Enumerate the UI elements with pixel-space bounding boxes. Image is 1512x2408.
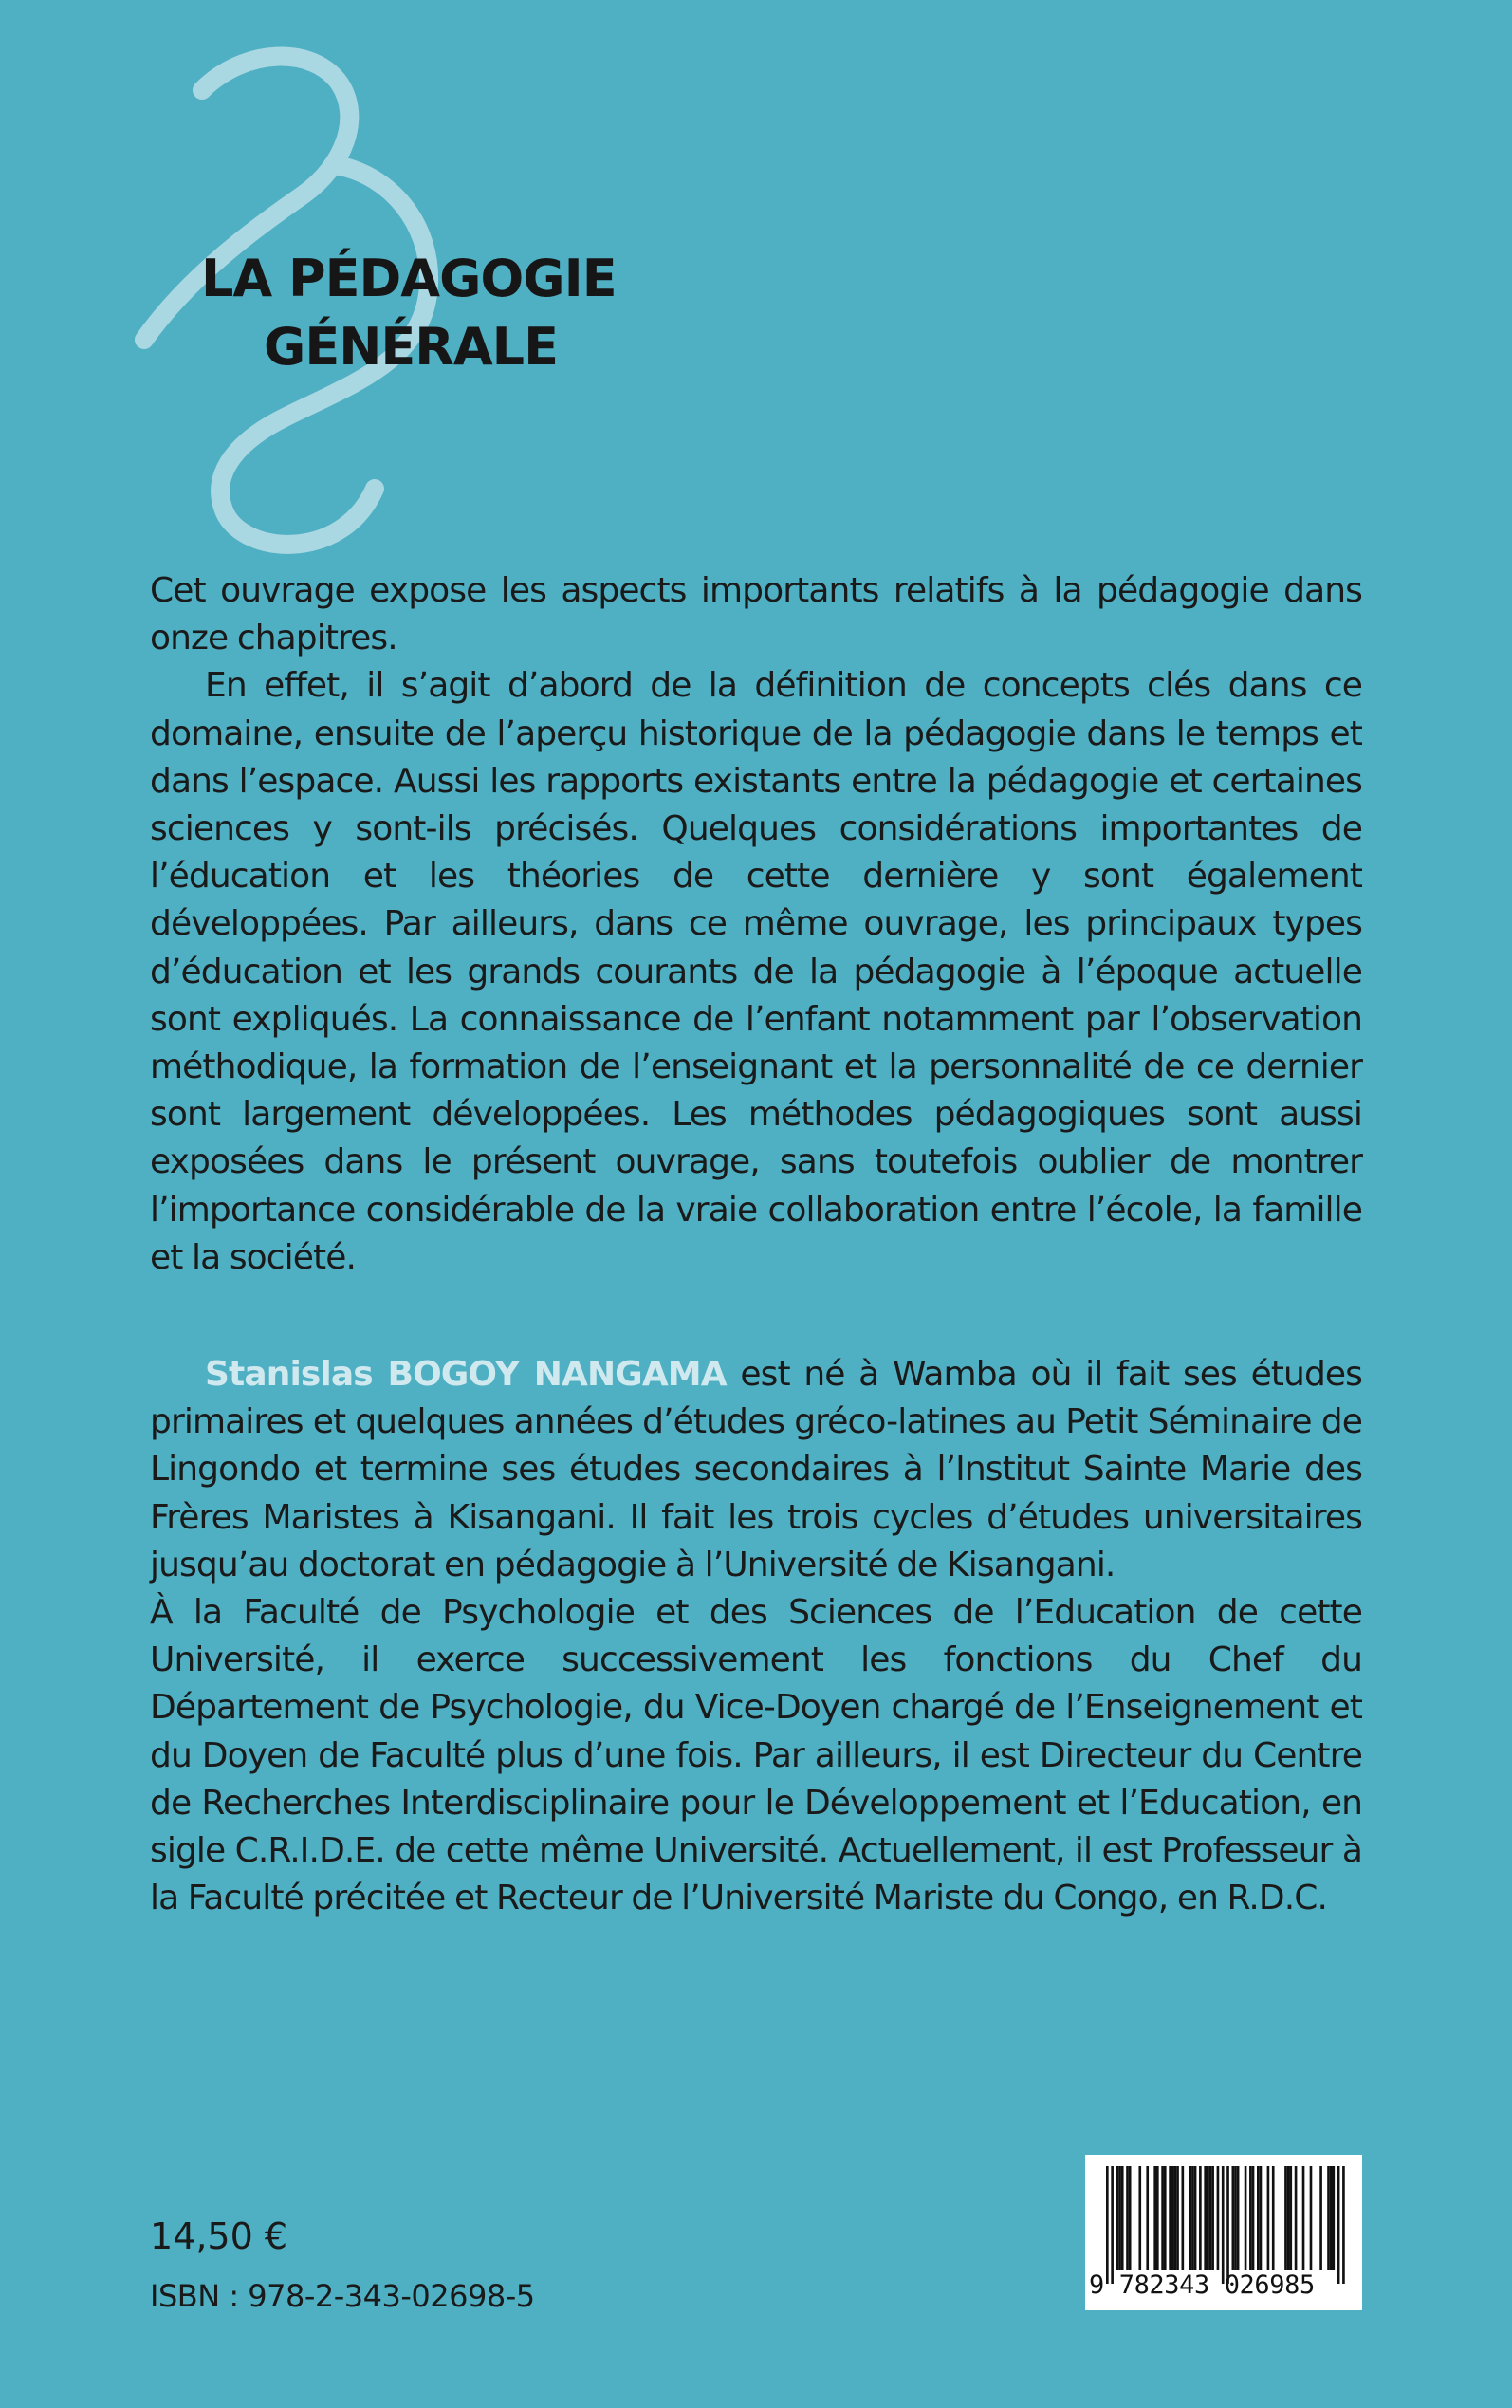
barcode-bar <box>1126 2166 1129 2270</box>
barcode-bar <box>1260 2166 1263 2270</box>
barcode-bar <box>1199 2166 1202 2270</box>
barcode-bar <box>1211 2166 1214 2270</box>
barcode <box>1085 2155 1362 2310</box>
barcode-bar <box>1182 2166 1185 2270</box>
barcode-bar <box>1194 2166 1197 2270</box>
barcode-bar <box>1302 2166 1305 2270</box>
barcode-bar <box>1295 2166 1298 2270</box>
barcode-bar <box>1222 2166 1225 2284</box>
barcode-bar <box>1207 2166 1209 2270</box>
barcode-bar <box>1174 2166 1177 2270</box>
barcode-bar <box>1209 2166 1212 2270</box>
barcode-bar <box>1267 2166 1270 2270</box>
barcode-bar <box>1116 2166 1119 2270</box>
barcode-bar <box>1310 2166 1313 2270</box>
barcode-bar <box>1164 2166 1167 2270</box>
bio-paragraph-2: À la Faculté de Psychologie et des Sciences de l’Education de cette Université, il exerce successivement les fonctions du Chef du Département de Psychologie, du Vice-Doyen chargé de l’Enseignement et du Doyen de Faculté plus d’une fois. Par ailleurs, il est Directeur du Centre de Recherches Interdisciplinaire pour le Développement et l’Education, en sigle C.R.I.D.E. de cette même Université. Actuellement, il est Professeur à la Faculté précitée et Recteur de l’Université Mariste du Congo, en R.D.C. <box>150 1593 1362 1918</box>
barcode-bar <box>1237 2166 1240 2270</box>
summary-paragraph-2: En effet, il s’agit d’abord de la définition de concepts clés dans ce domaine, ensuite de l’aperçu historique de la pédagogie dans le temps et dans l’espace. Aussi les rapports existants entre la pédagogie et certaines sciences y sont-ils précisés. Quelques considérations importantes de l’éducation et les théories de cette dernière y sont également développées. Par ailleurs, dans ce même ouvrage, les principaux types d’éducation et les grands courants de la pédagogie à l’époque actuelle sont expliqués. La connaissance de l’enfant notamment par l’observation méthodique, la formation de l’enseignant et la personnalité de ce dernier sont largement développées. Les méthodes pédagogiques sont aussi exposées dans le présent ouvrage, sans toutefois oublier de montrer l’importance considérable de la vraie collaboration entre l’école, la famille et la société. <box>150 666 1362 1277</box>
barcode-bar <box>1342 2166 1345 2284</box>
barcode-bar <box>1337 2166 1340 2284</box>
barcode-bar <box>1327 2166 1330 2270</box>
barcode-bar <box>1287 2166 1290 2270</box>
barcode-bar <box>1272 2166 1275 2270</box>
barcode-bar <box>1129 2166 1132 2270</box>
barcode-bar <box>1121 2166 1124 2270</box>
book-title <box>152 245 645 381</box>
barcode-bar <box>1176 2166 1179 2270</box>
barcode-bar <box>1146 2166 1149 2270</box>
barcode-bar <box>1156 2166 1159 2270</box>
barcode-bar <box>1204 2166 1207 2270</box>
barcode-bar <box>1153 2166 1156 2270</box>
barcode-bar <box>1191 2166 1194 2270</box>
price: 14,50 € <box>150 2215 288 2257</box>
barcode-bar <box>1232 2166 1235 2270</box>
bio-paragraph-1-text: est né à Wamba où il fait ses études primaires et quelques années d’études gréco-latines au Petit Séminaire de Lingondo et termine ses études secondaires à l’Institut Sainte Marie des Frères Maristes à Kisangani. Il fait les trois cycles d’études universitaires jusqu’au doctorat en pédagogie à l’Université de Kisangani. <box>150 1355 1362 1584</box>
barcode-bar <box>1171 2166 1174 2270</box>
title-line-2: GÉNÉRALE <box>264 317 558 377</box>
summary-paragraph-1: Cet ouvrage expose les aspects importants relatifs à la pédagogie dans onze chapitres. <box>150 571 1362 658</box>
book-summary <box>150 567 1362 1282</box>
bio-paragraph-1 <box>150 1351 1362 1589</box>
author-name: Stanislas BOGOY NANGAMA <box>205 1355 727 1394</box>
barcode-bar <box>1249 2166 1252 2270</box>
barcode-bar <box>1169 2166 1171 2270</box>
barcode-bar <box>1234 2166 1237 2270</box>
barcode-bar <box>1252 2166 1255 2270</box>
barcode-bar <box>1118 2166 1121 2270</box>
barcode-bar <box>1289 2166 1292 2270</box>
barcode-digits: 9 782343 026985 <box>1089 2270 1315 2300</box>
barcode-bar <box>1217 2166 1220 2270</box>
barcode-bar <box>1319 2166 1322 2270</box>
barcode-bar <box>1189 2166 1191 2270</box>
barcode-bar <box>1245 2166 1247 2270</box>
barcode-bar <box>1226 2166 1229 2284</box>
barcode-bar <box>1106 2166 1109 2284</box>
barcode-bar <box>1330 2166 1333 2270</box>
barcode-bar <box>1257 2166 1260 2270</box>
author-biography <box>150 1351 1362 1922</box>
barcode-bar <box>1111 2166 1114 2284</box>
barcode-bar <box>1284 2166 1287 2270</box>
title-line-1: LA PÉDAGOGIE <box>201 249 617 308</box>
barcode-bar <box>1138 2166 1141 2270</box>
barcode-bar <box>1161 2166 1164 2270</box>
isbn: ISBN : 978-2-343-02698-5 <box>150 2278 535 2314</box>
barcode-bar <box>1333 2166 1336 2270</box>
